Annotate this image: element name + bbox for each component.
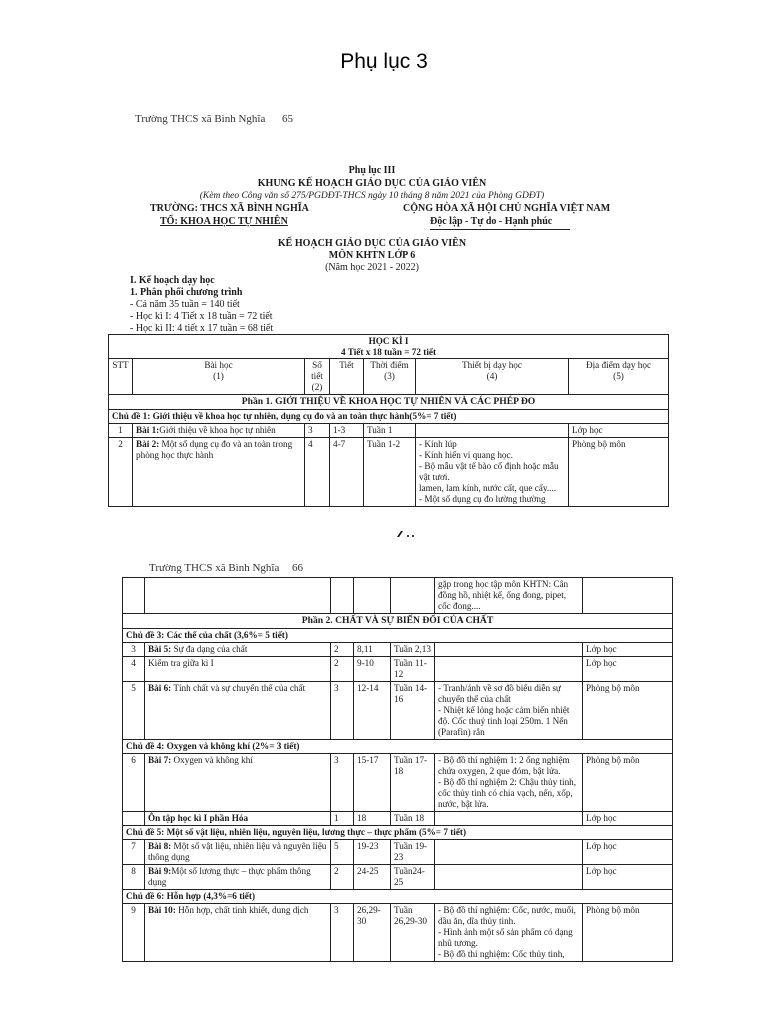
doc-appendix: Phụ lục III — [348, 165, 396, 176]
table-row: 4 Kiểm tra giữa kì I 2 9-10 Tuần 11-12 Lớp học — [123, 656, 673, 681]
part-heading: Phần 2. CHẤT VÀ SỰ BIẾN ĐỔI CỦA CHẤT — [123, 614, 673, 629]
table-row: 5 Bài 6: Tính chất và sự chuyển thể của chất 3 12-14 Tuần 14-16 - Tranh/ảnh về sơ đồ biểu diễn sự chuyển thể của chất - Nhiệt kế lỏng hoặc cảm biến nhiệt độ. Cốc thuỷ tinh loại 250m. 1 Nến (Parafin) rắn Phòng bộ môn — [123, 681, 673, 739]
table-header-row — [109, 359, 669, 395]
semester-1-table — [108, 334, 669, 507]
table-row — [123, 578, 673, 614]
col-header-time: Thời điểm (3) — [364, 359, 416, 395]
page-number: 65 — [282, 113, 293, 125]
plan-title: KẾ HOẠCH GIÁO DỤC CỦA GIÁO VIÊN — [277, 238, 467, 249]
country-name: CỘNG HÒA XÃ HỘI CHỦ NGHĨA VIỆT NAM — [403, 203, 611, 214]
table-row — [123, 826, 673, 840]
table-row: 2 Bài 2: Một số dụng cụ đo và an toàn trong phòng học thực hành 4 4-7 Tuần 1-2 - Kính lúp - Kính hiển vi quang học. - Bộ mẫu vật tế bào cố định hoặc mẫu vật tươi. lamen, lam kính, nước cất, que cấy.... - Một số dụng cụ đo lường thường Phòng bộ môn — [109, 437, 669, 506]
dept-label: TỔ: KHOA HỌC TỰ NHIÊN — [160, 216, 288, 227]
plan-subject: MÔN KHTN LỚP 6 — [328, 250, 416, 261]
page-number: 66 — [292, 562, 303, 574]
semester-1-table-continued — [122, 577, 673, 962]
topic-heading: Chủ đề 5: Một số vật liệu, nhiên liệu, nguyên liệu, lương thực – thực phẩm (5%= 7 tiết) — [123, 826, 673, 840]
semester-detail: 4 Tiết x 18 tuần = 72 tiết — [341, 346, 437, 357]
bullet-semester-1: - Học kì I: 4 Tiết x 18 tuần = 72 tiết — [130, 311, 273, 322]
table-row: 8 Bài 9:Một số lương thực – thực phẩm thông dụng 2 24-25 Tuần24-25 Lớp học — [123, 865, 673, 890]
topic-heading: Chủ đề 1: Giới thiệu về khoa học tự nhiên, dụng cụ đo và an toàn thực hành(5%= 7 tiết) — [109, 409, 669, 423]
table-row — [109, 335, 669, 359]
table-row: 7 Bài 8: Một số vật liệu, nhiên liệu và nguyên liệu thông dụng 5 19-23 Tuần 19-23 Lớp học — [123, 840, 673, 865]
part-heading: Phần 1. GIỚI THIỆU VỀ KHOA HỌC TỰ NHIÊN VÀ CÁC PHÉP ĐO — [109, 395, 669, 410]
page-break-fragment-icon — [395, 530, 417, 538]
bullet-semester-2: - Học kì II: 4 tiết x 17 tuần = 68 tiết — [130, 323, 274, 334]
table-row — [123, 614, 673, 629]
school-year: (Năm học 2021 - 2022) — [325, 262, 419, 273]
table-row — [123, 739, 673, 753]
col-header-period: Tiết — [330, 359, 364, 395]
topic-heading: Chủ đề 3: Các thể của chất (3,6%= 5 tiết) — [123, 628, 673, 642]
topic-heading: Chủ đề 6: Hỗn hợp (4,3%=6 tiết) — [123, 890, 673, 904]
table-row: 6 Bài 7: Oxygen và không khí 3 15-17 Tuần 17-18 - Bộ đồ thí nghiệm 1: 2 ống nghiệm chứa oxygen, 2 que đóm, bật lửa. - Bộ đồ thí nghiệm 2: Chậu thủy tinh, cốc thủy tinh có chia vạch, nến, xốp, nước, bật lửa. Phòng bộ môn — [123, 753, 673, 811]
table-row: 3 Bài 5: Sự đa dạng của chất 2 8,11 Tuần 2,13 Lớp học — [123, 642, 673, 656]
col-header-count: Số tiết (2) — [305, 359, 330, 395]
school-label: TRƯỜNG: THCS XÃ BÌNH NGHĨA — [150, 203, 309, 214]
table-row — [123, 628, 673, 642]
col-header-lesson: Bài học (1) — [133, 359, 305, 395]
motto-underline — [430, 229, 570, 230]
appendix-title: Phụ lục 3 — [340, 50, 428, 73]
equipment-continuation: gặp trong học tập môn KHTN: Cân đồng hồ, nhiệt kế, ống đong, pipet, cốc đong.... — [435, 578, 583, 614]
bullet-year-total: - Cả năm 35 tuần = 140 tiết — [130, 299, 240, 310]
col-header-location: Địa điểm dạy học (5) — [569, 359, 669, 395]
col-header-equipment: Thiết bị dạy học (4) — [416, 359, 569, 395]
page-header-school: Trường THCS xã Bình Nghĩa — [149, 562, 280, 574]
col-header-stt: STT — [109, 359, 133, 395]
table-row: Ôn tập học kì I phần Hóa 1 18 Tuần 18 Lớp học — [123, 812, 673, 826]
table-row: 1 Bài 1:Giới thiệu về khoa học tự nhiên 3 1-3 Tuần 1 Lớp học — [109, 423, 669, 437]
subsection-heading: 1. Phân phối chương trình — [130, 287, 243, 298]
page-header-school: Trường THCS xã Bình Nghĩa — [135, 113, 266, 125]
doc-title: KHUNG KẾ HOẠCH GIÁO DỤC CỦA GIÁO VIÊN — [257, 178, 487, 189]
doc-subtitle: (Kèm theo Công văn số 275/PGDĐT-THCS ngày 10 tháng 8 năm 2021 của Phòng GDĐT) — [199, 191, 545, 201]
section-heading: I. Kế hoạch dạy học — [130, 275, 215, 286]
country-motto: Độc lập - Tự do - Hạnh phúc — [430, 216, 553, 227]
table-row — [109, 395, 669, 410]
topic-heading: Chủ đề 4: Oxygen và không khí (2%= 3 tiết) — [123, 739, 673, 753]
table-row: 9 Bài 10: Hỗn hợp, chất tinh khiết, dung dịch 3 26,29-30 Tuần 26,29-30 - Bộ đồ thí nghiệm: Cốc, nước, muối, dầu ăn, dĩa thủy tinh. - Hình ảnh một số sản phẩm có dạng nhũ tương. - Bộ đồ thí nghiệm: Cốc thủy tinh, Phòng bộ môn — [123, 904, 673, 962]
semester-title: HỌC KÌ I — [368, 336, 409, 346]
table-row — [123, 890, 673, 904]
table-row — [109, 409, 669, 423]
